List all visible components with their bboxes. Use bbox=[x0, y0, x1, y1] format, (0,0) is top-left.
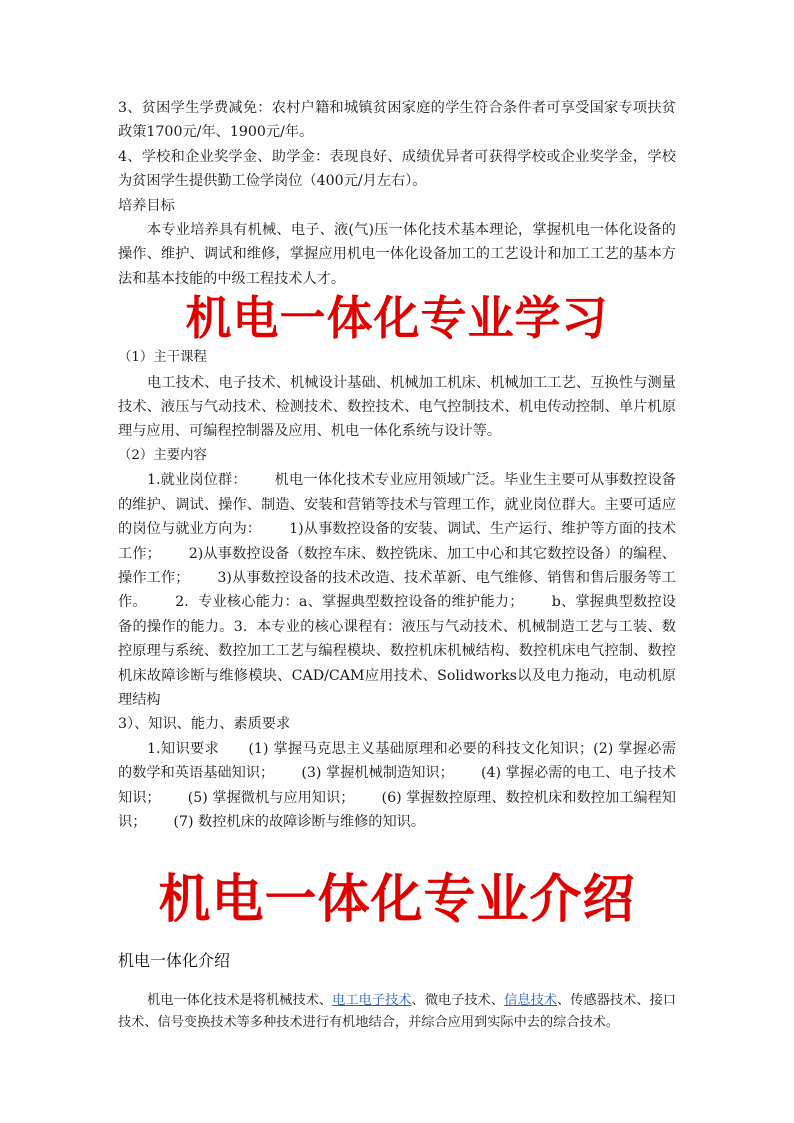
aid-item-4: 4、学校和企业奖学金、助学金：表现良好、成绩优异者可获得学校或企业奖学金，学校为贫困学生提供勤工俭学岗位（400元/月左右）。 bbox=[118, 148, 676, 190]
aid-item-3: 3、贫困学生学费减免：农村户籍和城镇贫困家庭的学生符合条件者可享受国家专项扶贫政策1700元/年、1900元/年。 bbox=[118, 100, 676, 141]
intro-part-1: 机电一体化技术是将机械技术、 bbox=[147, 993, 333, 1009]
quality-text: 1.知识要求 (1) 掌握马克思主义基础原理和必要的科技文化知识；(2) 掌握必需的数学和英语基础知识； (3) 掌握机械制造知识； (4) 掌握必需的电工、电子技术知识； (5) 掌握微机与应用知识； (6) 掌握数控原理、数控机床和数控加工编程知识； (7) 数控机床的故障诊断与维修的知识。 bbox=[118, 740, 676, 830]
quality-heading: 3）、知识、能力、素质要求 bbox=[118, 716, 291, 733]
goal-heading: 培养目标 bbox=[118, 197, 175, 214]
intro-text bbox=[118, 990, 676, 1034]
title-intro: 机电一体化专业介绍 bbox=[158, 870, 636, 931]
document-page bbox=[118, 96, 676, 1034]
link-electrical-electronics[interactable]: 电工电子技术 bbox=[332, 993, 412, 1009]
main-content-heading: （2）主要内容 bbox=[118, 447, 207, 463]
main-courses-heading: （1）主干课程 bbox=[118, 350, 207, 366]
intro-part-3: 、传感器技术、接口技术、信号变换技术等多种技术进行有机地结合，并综合应用到实际中去的综合技术。 bbox=[118, 993, 677, 1031]
intro-heading: 机电一体化介绍 bbox=[118, 951, 231, 971]
title-study: 机电一体化专业学习 bbox=[185, 291, 609, 346]
main-courses-text: 电工技术、电子技术、机械设计基础、机械加工机床、机械加工工艺、互换性与测量技术、液压与气动技术、检测技术、数控技术、电气控制技术、机电传动控制、单片机原理与应用、可编程控制器及应用、机电一体化系统与设计等。 bbox=[118, 374, 676, 440]
intro-part-2: 、微电子技术、 bbox=[411, 993, 505, 1009]
main-content-text: 1.就业岗位群： 机电一体化技术专业应用领域广泛。毕业生主要可从事数控设备的维护、调试、操作、制造、安装和营销等技术与管理工作，就业岗位群大。主要可适应的岗位与就业方向为： 1)从事数控设备的安装、调试、生产运行、维护等方面的技术工作； 2)从事数控设备（数控车床、数控铣床、加工中心和其它数控设备）的编程、操作工作； 3)从事数控设备的技术改造、技术革新、电气维修、销售和售后服务等工作。 2. 专业核心能力：a、掌握典型数控设备的维护能力； b、掌握典型数控设备的操作的能力。3. 本专业的核心课程有：液压与气动技术、机械制造工艺与工装、数控原理与系统、数控加工工艺与编程模块、数控机床机械结构、数控机床电气控制、数控机床故障诊断与维修模块、CAD/CAM应用技术、Solidworks以及电力拖动，电动机原理结构 bbox=[118, 472, 676, 708]
link-information-technology[interactable]: 信息技术 bbox=[504, 993, 558, 1009]
goal-text: 本专业培养具有机械、电子、液(气)压一体化技术基本理论，掌握机电一体化设备的操作、维护、调试和维修，掌握应用机电一体化设备加工的工艺设计和加工工艺的基本方法和基本技能的中级工程技术人才。 bbox=[118, 222, 676, 287]
